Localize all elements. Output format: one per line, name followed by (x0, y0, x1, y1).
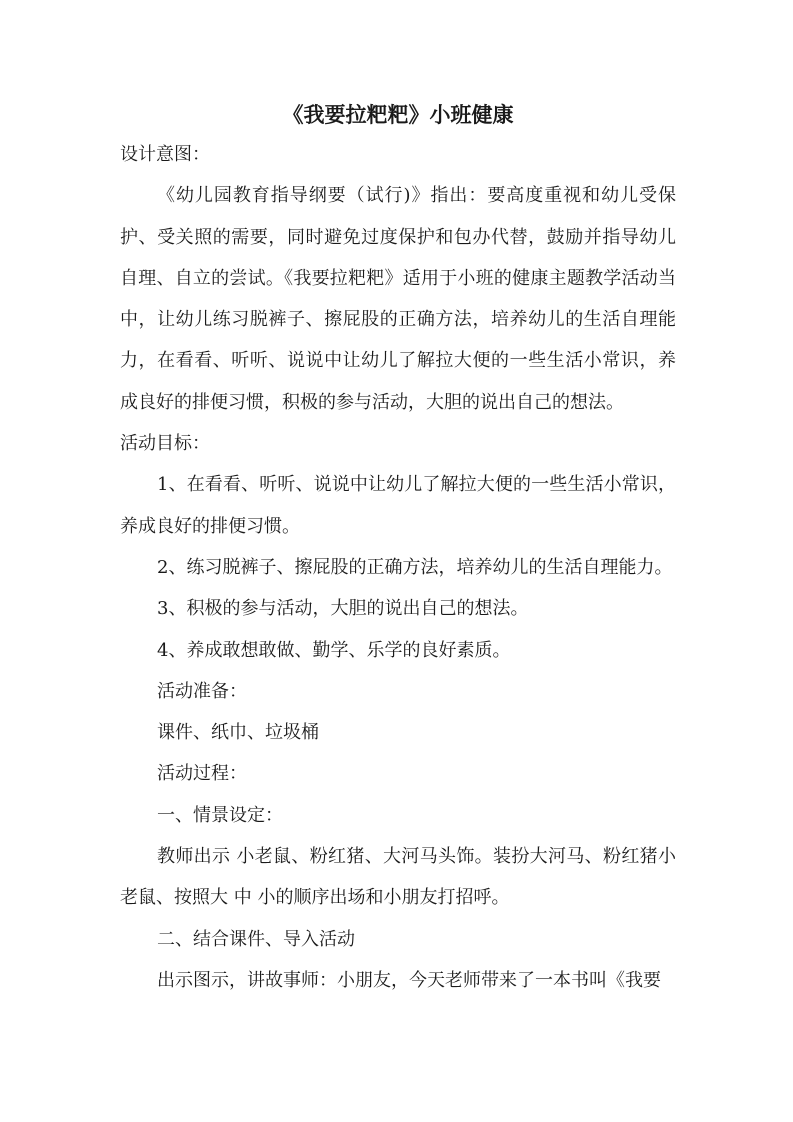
section-heading-design-intent: 设计意图： (120, 144, 210, 165)
objective-item-3: 3、积极的参与活动，大胆的说出自己的想法。 (157, 598, 529, 620)
objective-item-2: 2、练习脱裤子、擦屁股的正确方法，培养幼儿的生活自理能力。 (157, 556, 673, 578)
section-heading-preparation: 活动准备： (157, 680, 247, 702)
document-body (120, 98, 676, 1001)
process-step-2-text: 出示图示，讲故事师：小朋友，今天老师带来了一本书叫《我要 (157, 969, 661, 991)
process-step-1-heading: 一、情景设定： (157, 804, 283, 826)
document-title: 《我要拉粑粑》小班健康 (282, 102, 514, 127)
objective-item-4: 4、养成敢想敢做、勤学、乐学的良好素质。 (157, 639, 511, 661)
section-heading-process: 活动过程： (157, 763, 247, 785)
section-heading-objectives: 活动目标： (120, 433, 210, 455)
process-step-2-heading: 二、结合课件、导入活动 (157, 928, 355, 950)
paragraph-design-intent: 《幼儿园教育指导纲要（试行)》指出：要高度重视和幼儿受保护、受关照的需要，同时避免过度保护和包办代替，鼓励并指导幼儿自理、自立的尝试。《我要拉粑粑》适用于小班的健康主题教学活动当中，让幼儿练习脱裤子、擦屁股的正确方法，培养幼儿的生活自理能力，在看看、听听、说说中让幼儿了解拉大便的一些生活小常识，养成良好的排便习惯，积极的参与活动，大胆的说出自己的想法。 (120, 185, 676, 413)
preparation-materials: 课件、纸巾、垃圾桶 (157, 722, 319, 744)
process-step-1-text: 教师出示 小老鼠、粉红猪、大河马头饰。装扮大河马、粉红猪小老鼠、按照大 中 小的顺序出场和小朋友打招呼。 (120, 846, 676, 909)
objective-item-1: 1、在看看、听听、说说中让幼儿了解拉大便的一些生活小常识，养成良好的排便习惯。 (120, 474, 676, 537)
